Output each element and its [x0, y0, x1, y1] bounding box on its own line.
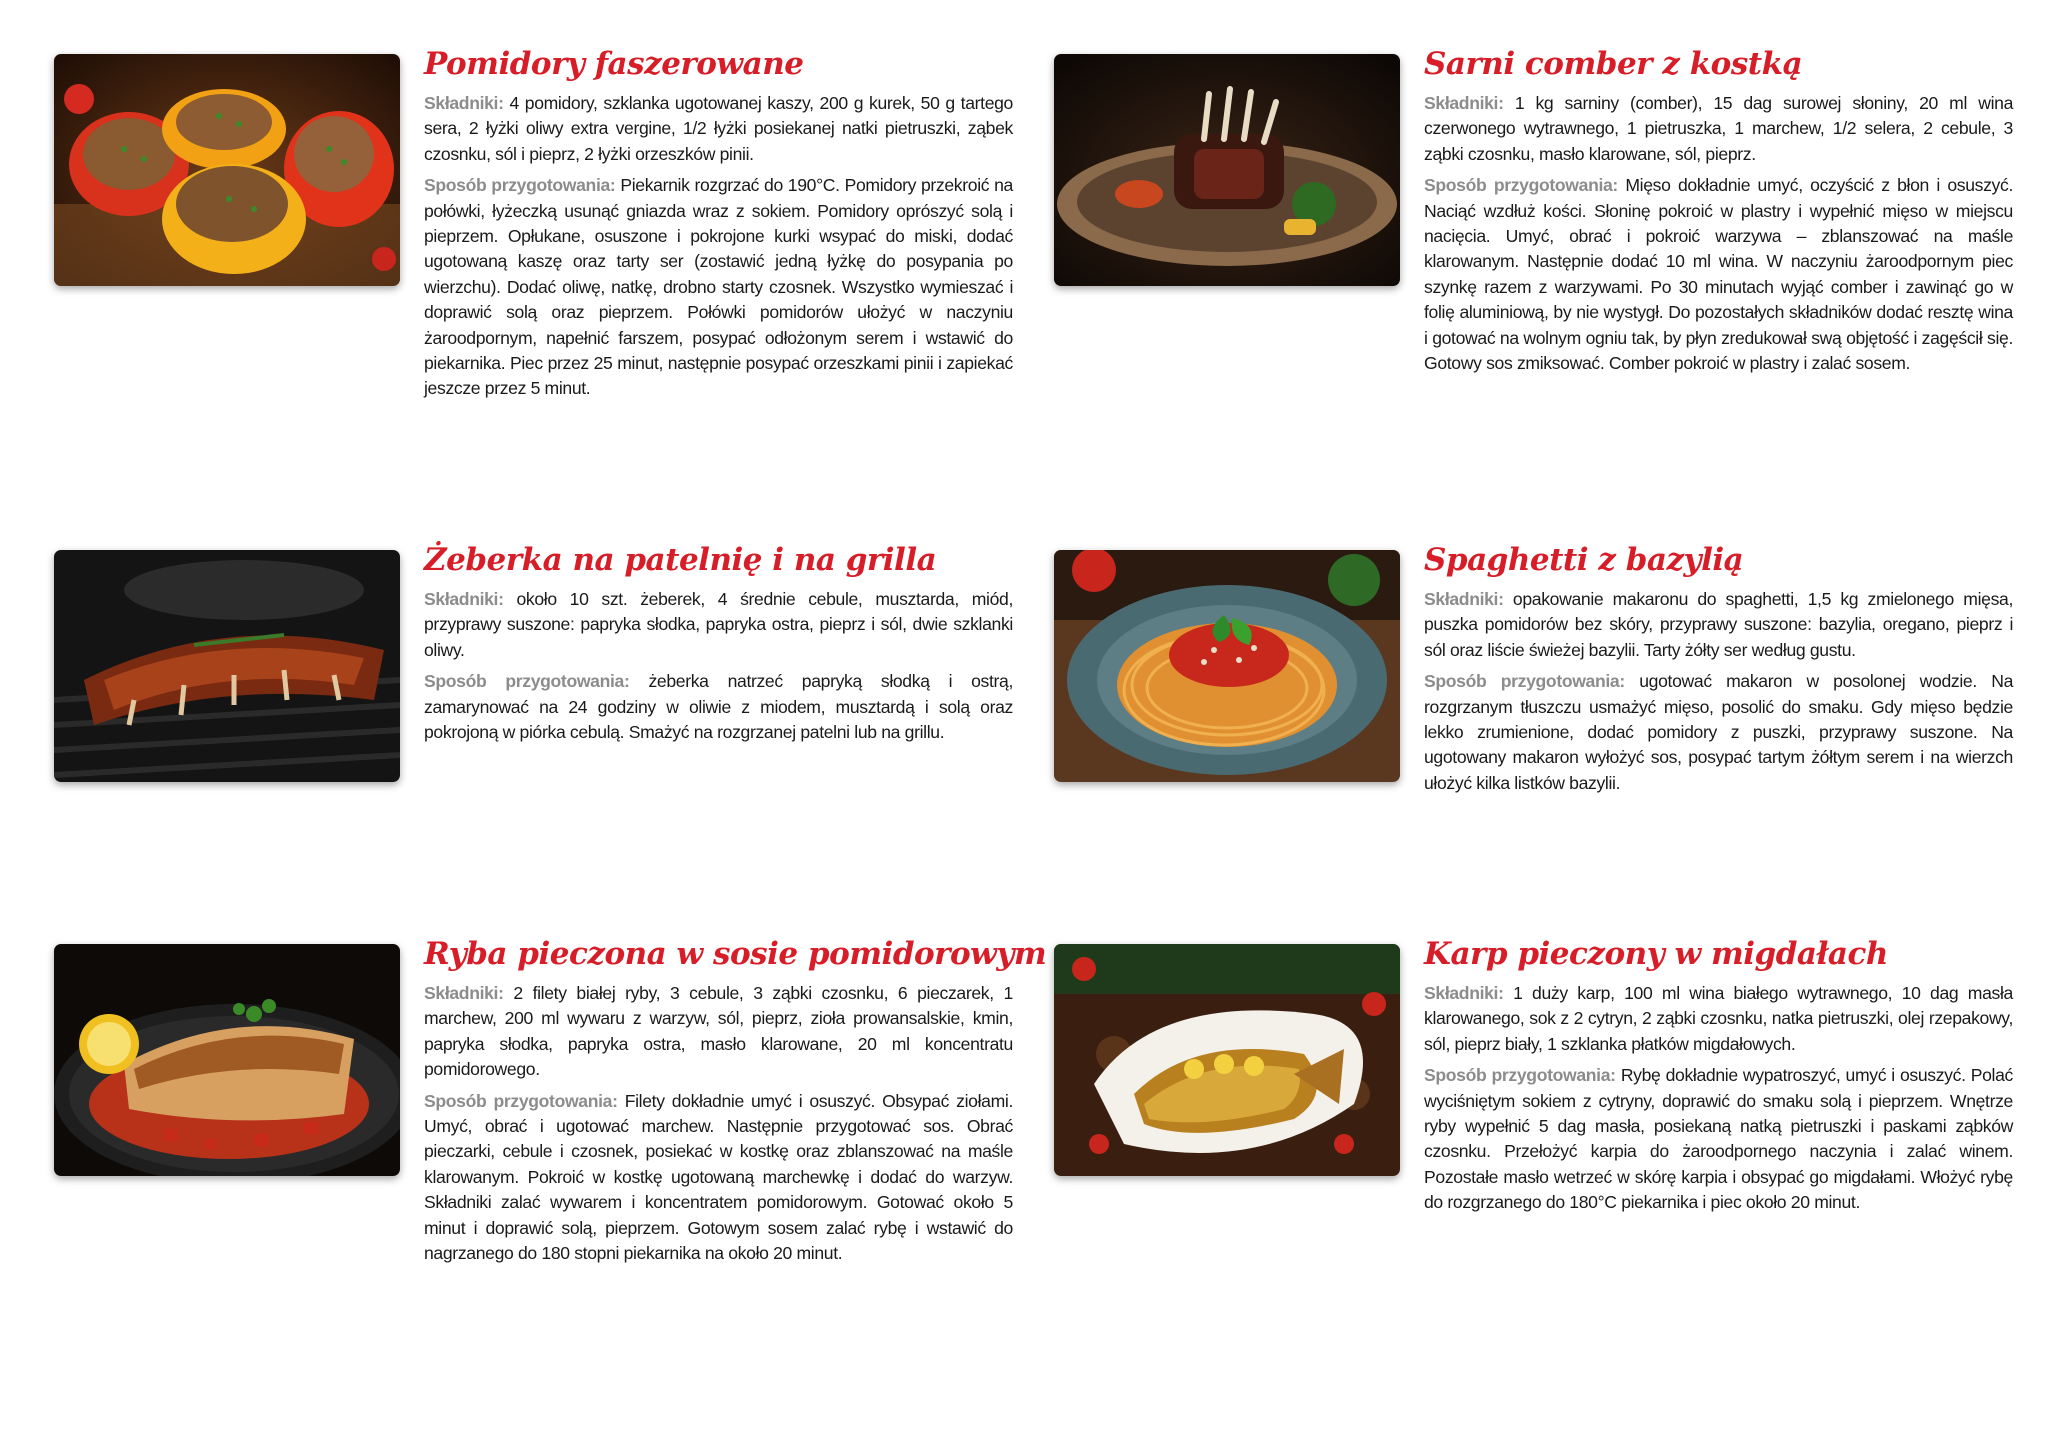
preparation-paragraph	[424, 173, 1013, 402]
ingredients-label: Składniki:	[424, 93, 504, 113]
preparation-label: Sposób przygotowania:	[1424, 175, 1618, 196]
ingredients-paragraph	[424, 91, 1013, 167]
ingredients-text: 4 pomidory, szklanka ugotowanej kaszy, 200 g kurek, 50 g tartego sera, 2 łyżki oliwy extra vergine, 1/2 łyżki posiekanej natki pietruszki, ząbek czosnku, sól i pieprz, 2 łyżki orzeszków pinii.	[424, 93, 1013, 164]
recipe-title: Żeberka na patelnię i na grilla	[424, 542, 937, 578]
recipe-card	[54, 936, 1047, 1404]
recipe-text	[1424, 540, 2013, 802]
spaghetti-basil-photo	[1054, 550, 1400, 782]
recipe-title: Sarni comber z kostką	[1424, 46, 1803, 82]
preparation-text: żeberka natrzeć papryką słodką i ostrą, zamarynować na 24 godziny w oliwie z miodem, musztardą i solą oraz pokrojoną w piórka cebulą. Smażyć na rozgrzanej patelni lub na grillu.	[424, 671, 1014, 743]
preparation-paragraph	[1424, 669, 2013, 796]
ingredients-text: 1 duży karp, 100 ml wina białego wytrawnego, 10 dag masła klarowanego, sok z 2 cytryn, 2 ząbki czosnku, natka pietruszki, olej rzepakowy, sól, pieprz biały, 1 szklanka płatków migdałowych.	[1424, 983, 2013, 1054]
recipe-card	[54, 46, 1019, 514]
preparation-label: Sposób przygotowania:	[424, 175, 616, 196]
ingredients-text: opakowanie makaronu do spaghetti, 1,5 kg zmielonego mięsa, puszka pomidorów bez skóry, przyprawy suszone: bazylia, oregano, pieprz i sól oraz liście świeżej bazylii. Tarty żółty ser według gustu.	[1424, 589, 2013, 660]
preparation-text: Filety dokładnie umyć i osuszyć. Obsypać ziołami. Umyć, obrać i ugotować marchew. Następnie przygotować sos. Obrać pieczarki, cebule i czosnek, posiekać w kostkę oraz zblanszować na maśle klarowanym. Pokroić w kostkę ugotowaną marchewkę i dodać do warzyw. Składniki zalać wywarem i koncentratem pomidorowym. Gotować około 5 minut i doprawić solą, pieprzem. Gotowym sosem zalać rybę i wstawić do nagrzanego do 180 stopni piekarnika na około 20 minut.	[424, 1090, 1013, 1264]
preparation-text: Piekarnik rozgrzać do 190°C. Pomidory przekroić na połówki, łyżeczką usunąć gniazda wraz z sokiem. Pomidory oprószyć solą i pieprzem. Opłukane, osuszone i pokrojone kurki wsypać do miski, dodać ugotowaną kaszę oraz tarty ser (zostawić jedną łyżkę do posypania po wierzchu). Dodać oliwę, natkę, drobno starty czosnek. Wszystko wymieszać i doprawić solą oraz pieprzem. Połówki pomidorów ułożyć w naczyniu żaroodpornym, napełnić farszem, posypać odłożonym serem i wstawić do piekarnika. Piec przez 25 minut, następnie posypać orzeszkami pinii i zapiekać jeszcze przez 5 minut.	[424, 175, 1013, 399]
grilled-ribs-photo	[54, 550, 400, 782]
preparation-paragraph	[424, 669, 1013, 745]
ingredients-text: 1 kg sarniny (comber), 15 dag surowej słoniny, 20 ml wina czerwonego wytrawnego, 1 pietruszka, 1 marchew, 1/2 selera, 2 cebule, 3 ząbki czosnku, masło klarowane, sól, pieprz.	[1424, 93, 2014, 164]
recipe-title: Spaghetti z bazylią	[1424, 542, 1744, 578]
preparation-label: Sposób przygotowania:	[1424, 671, 1625, 692]
baked-carp-photo	[1054, 944, 1400, 1176]
ingredients-paragraph	[424, 981, 1013, 1083]
preparation-text: Rybę dokładnie wypatroszyć, umyć i osuszyć. Polać wyciśniętym sokiem z cytryny, doprawić do smaku solą i pieprzem. Wnętrze ryby wypełnić 5 dag masła, posiekaną natką pietruszki i paskami ząbków czosnku. Przełożyć karpia do żaroodpornego naczynia i zalać winem. Pozostałe masło wetrzeć w skórę karpia i obsypać go migdałami. Włożyć rybę do rozgrzanego do 180°C piekarnika i piec około 20 minut.	[1424, 1065, 2014, 1213]
ingredients-label: Składniki:	[1424, 983, 1504, 1003]
ingredients-label: Składniki:	[1424, 93, 1504, 113]
recipe-text	[424, 934, 1047, 1272]
ingredients-paragraph	[1424, 91, 2013, 167]
recipe-title: Pomidory faszerowane	[424, 46, 804, 82]
preparation-paragraph	[424, 1089, 1013, 1267]
baked-fish-photo	[54, 944, 400, 1176]
recipe-card	[1054, 936, 2019, 1404]
preparation-label: Sposób przygotowania:	[424, 671, 630, 692]
ingredients-paragraph	[1424, 981, 2013, 1057]
ingredients-label: Składniki:	[424, 983, 504, 1003]
recipe-text	[1424, 44, 2013, 382]
recipe-title: Ryba pieczona w sosie pomidorowym	[424, 936, 1047, 972]
preparation-text: Mięso dokładnie umyć, oczyścić z błon i osuszyć. Naciąć wzdłuż kości. Słoninę pokroić w plastry i wypełnić mięso w miejscu nacięcia. Umyć, obrać i pokroić warzywa – zblanszować na maśle klarowanym. Następnie dodać 10 ml wina. W naczyniu żaroodpornym piec szynkę razem z warzywami. Po 30 minutach wyjąć comber i zawinąć go w folię aluminiową, by nie wystygł. Do pozostałych składników dodać resztę wina i gotować na wolnym ogniu tak, by płyn zredukował swą objętość i zagęścił się. Gotowy sos zmiksować. Comber pokroić w plastry i zalać sosem.	[1424, 175, 2013, 374]
ingredients-paragraph	[424, 587, 1013, 663]
preparation-paragraph	[1424, 1063, 2013, 1215]
recipe-text	[424, 44, 1013, 408]
preparation-paragraph	[1424, 173, 2013, 376]
recipe-text	[424, 540, 1013, 751]
ingredients-label: Składniki:	[424, 589, 504, 609]
ingredients-paragraph	[1424, 587, 2013, 663]
recipe-text	[1424, 934, 2013, 1222]
recipe-card	[1054, 46, 2019, 514]
preparation-text: ugotować makaron w posolonej wodzie. Na rozgrzanym tłuszczu usmażyć mięso, posolić do smaku. Gdy mięso będzie lekko zrumienione, dodać pomidory z puszki, przyprawy suszone. Na ugotowany makaron wyłożyć sos, posypać tartym żółtym serem i na wierzch ułożyć kilka listków bazylii.	[1424, 671, 2014, 793]
ingredients-text: 2 filety białej ryby, 3 cebule, 3 ząbki czosnku, 6 pieczarek, 1 marchew, 200 ml wywaru z warzyw, sól, pieprz, zioła prowansalskie, kmin, papryka słodka, papryka ostra, masło klarowane, 20 ml koncentratu pomidorowego.	[424, 983, 1013, 1080]
recipe-title: Karp pieczony w migdałach	[1424, 936, 1888, 972]
ingredients-label: Składniki:	[1424, 589, 1504, 609]
venison-rack-photo	[1054, 54, 1400, 286]
preparation-label: Sposób przygotowania:	[424, 1090, 618, 1111]
ingredients-text: około 10 szt. żeberek, 4 średnie cebule, musztarda, miód, przyprawy suszone: papryka słodka, papryka ostra, pieprz i sól, dwie szklanki oliwy.	[424, 589, 1013, 660]
stuffed-peppers-photo	[54, 54, 400, 286]
preparation-label: Sposób przygotowania:	[1424, 1065, 1616, 1086]
